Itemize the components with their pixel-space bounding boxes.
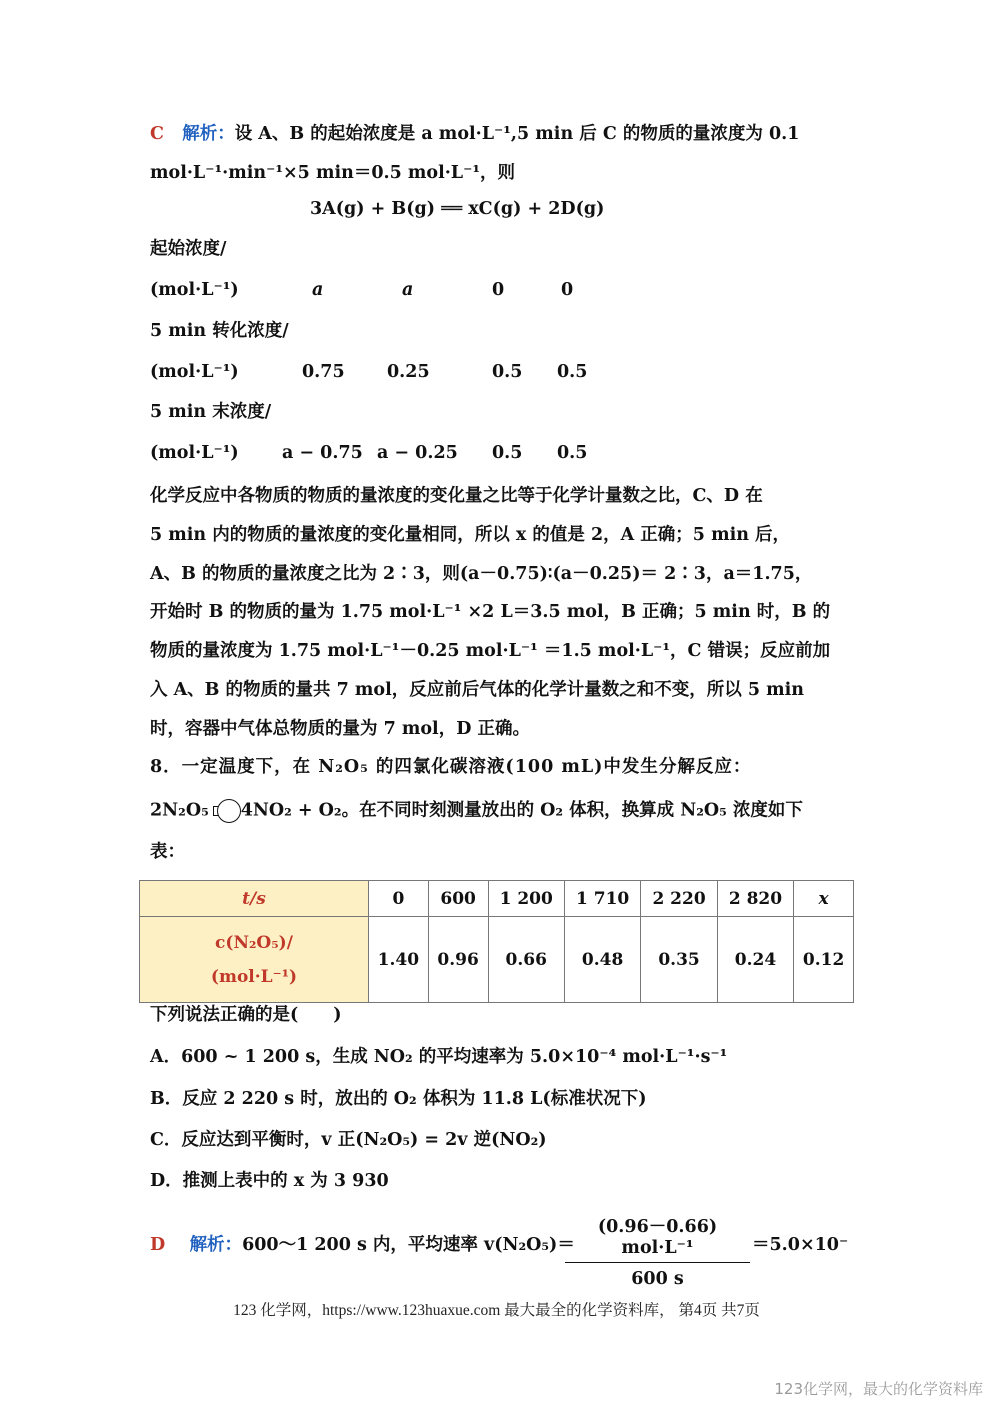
analysis-label: 解析： — [189, 1235, 243, 1255]
watermark: 123化学网，最大的化学资料库 — [774, 1380, 983, 1398]
row-value: 0 — [561, 280, 574, 300]
row-value: a − 0.25 — [377, 443, 458, 463]
row-value: 0.5 — [557, 362, 588, 382]
row-label: 起始浓度/ — [150, 239, 227, 259]
table-cell: 0.35 — [641, 917, 717, 1003]
answer-letter: D — [150, 1235, 166, 1255]
row-value: 0.5 — [492, 362, 523, 382]
header-conc-unit: (mol·L⁻¹) — [210, 966, 298, 987]
table-cell: 0.48 — [564, 917, 640, 1003]
analysis-label: 解析： — [182, 124, 235, 144]
header-conc-top: c(N₂O₅)/ — [215, 932, 293, 953]
solution-line-1 — [150, 123, 799, 145]
row-value: 0.75 — [302, 362, 345, 382]
table-cell: 1 710 — [564, 881, 640, 917]
table-cell: 0.24 — [717, 917, 793, 1003]
row-value: a − 0.75 — [282, 443, 363, 463]
reactant-text: 2N₂O₅ — [150, 800, 209, 821]
row-unit: (mol·L⁻¹) — [150, 362, 239, 382]
table-cell: x — [794, 881, 854, 917]
row-value: a — [402, 280, 414, 300]
row-unit: (mol·L⁻¹) — [150, 443, 239, 463]
table-row — [140, 917, 854, 1003]
table-header-time: t/s — [140, 881, 369, 917]
row-value: 0.25 — [387, 362, 430, 382]
solution-2-line — [150, 1234, 575, 1256]
row-label: 5 min 转化浓度/ — [150, 321, 289, 341]
row-unit: (mol·L⁻¹) — [150, 280, 239, 300]
reaction-equation: 3A(g) + B(g) ══ xC(g) + 2D(g) — [310, 199, 605, 219]
row-value: 0 — [492, 280, 505, 300]
option-a: A．600 ~ 1 200 s，生成 NO₂ 的平均速率为 5.0×10⁻⁴ mol·L⁻¹·s⁻¹ — [150, 1047, 728, 1067]
paragraph-line: 化学反应中各物质的物质的量浓度的变化量之比等于化学计量数之比，C、D 在 — [150, 486, 763, 506]
solution-2-tail: ＝5.0×10⁻ — [752, 1235, 849, 1255]
paragraph-line: 物质的量浓度为 1.75 mol·L⁻¹－0.25 mol·L⁻¹ ＝1.5 mol·L⁻¹，C 错误；反应前加 — [150, 641, 831, 661]
concentration-table — [139, 880, 854, 1003]
table-cell: 0.96 — [428, 917, 488, 1003]
paragraph-line: 时，容器中气体总物质的量为 7 mol，D 正确。 — [150, 719, 530, 739]
circle-icon — [217, 799, 241, 823]
fraction-denominator: 600 s — [631, 1269, 684, 1289]
rate-fraction — [565, 1213, 750, 1289]
table-cell: 0.12 — [794, 917, 854, 1003]
option-d: D．推测上表中的 x 为 3 930 — [150, 1171, 389, 1191]
solution-text: 设 A、B 的起始浓度是 a mol·L⁻¹,5 min 后 C 的物质的量浓度为 0.1 — [234, 124, 800, 144]
table-cell: 0.66 — [488, 917, 564, 1003]
row-value: a — [312, 280, 324, 300]
option-b: B．反应 2 220 s 时，放出的 O₂ 体积为 11.8 L(标准状况下) — [150, 1089, 647, 1109]
table-cell: 2 820 — [717, 881, 793, 917]
table-header-concentration — [140, 917, 369, 1003]
solution-text: 600～1 200 s 内，平均速率 v(N₂O₅)＝ — [242, 1235, 575, 1255]
question-8-table-intro: 表： — [150, 842, 185, 862]
row-label: 5 min 末浓度/ — [150, 402, 272, 422]
question-8-text: 8．一定温度下，在 N₂O₅ 的四氯化碳溶液(100 mL)中发生分解反应： — [150, 757, 752, 777]
paragraph-line: 5 min 内的物质的量浓度的变化量相同，所以 x 的值是 2，A 正确；5 min 后， — [150, 525, 791, 545]
product-text: 4NO₂ + O₂。在不同时刻测量放出的 O₂ 体积，换算成 N₂O₅ 浓度如下 — [240, 800, 803, 821]
table-cell: 0 — [369, 881, 429, 917]
paragraph-line: 开始时 B 的物质的量为 1.75 mol·L⁻¹ ×2 L＝3.5 mol，B 正确；5 min 时，B 的 — [150, 602, 831, 622]
table-cell: 2 220 — [641, 881, 717, 917]
question-8-equation — [150, 799, 803, 823]
option-c: C．反应达到平衡时，v 正(N₂O₅) = 2v 逆(NO₂) — [150, 1130, 547, 1150]
table-row — [140, 881, 854, 917]
table-cell: 1.40 — [369, 917, 429, 1003]
paragraph-line: A、B 的物质的量浓度之比为 2∶3，则(a－0.75)∶(a－0.25)＝ 2∶3，a＝1.75， — [150, 564, 813, 584]
answer-letter: C — [150, 124, 164, 144]
question-prompt: 下列说法正确的是( ) — [150, 1005, 342, 1025]
table-cell: 600 — [428, 881, 488, 917]
table-cell: 1 200 — [488, 881, 564, 917]
row-value: 0.5 — [492, 443, 523, 463]
paragraph-line: 入 A、B 的物质的量共 7 mol，反应前后气体的化学计量数之和不变，所以 5 min — [150, 680, 805, 700]
page-footer: 123 化学网，https://www.123huaxue.com 最大最全的化学资料库， 第4页 共7页 — [233, 1302, 760, 1319]
row-value: 0.5 — [557, 443, 588, 463]
solution-line-2: mol·L⁻¹·min⁻¹×5 min＝0.5 mol·L⁻¹，则 — [150, 163, 516, 183]
fraction-numerator: (0.96－0.66) mol·L⁻¹ — [565, 1213, 750, 1263]
